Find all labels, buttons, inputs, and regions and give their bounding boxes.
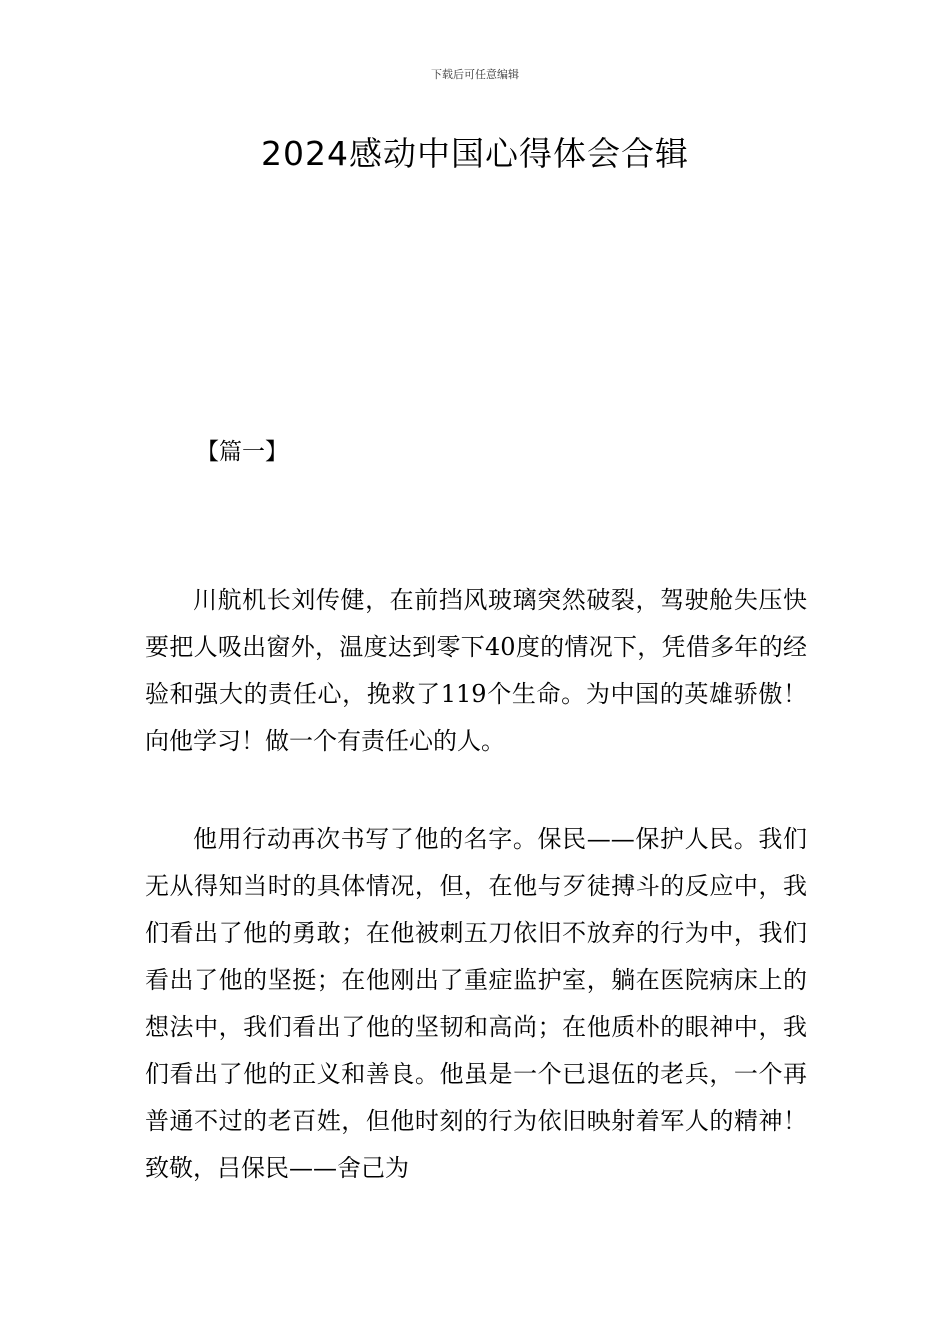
page-header-note: 下载后可任意编辑	[431, 68, 519, 81]
body-paragraph-2: 他用行动再次书写了他的名字。保民——保护人民。我们无从得知当时的具体情况，但，在他与歹徒搏斗的反应中，我们看出了他的勇敢；在他被刺五刀依旧不放弃的行为中，我们看出了他的坚挺；在他刚出了重症监护室，躺在医院病床上的想法中，我们看出了他的坚韧和高尚；在他质朴的眼神中，我们看出了他的正义和善良。他虽是一个已退伍的老兵，一个再普通不过的老百姓，但他时刻的行为依旧映射着军人的精神！致敬，吕保民——舍己为	[145, 825, 807, 1182]
section-heading: 【篇一】	[196, 439, 288, 465]
document-title: 2024感动中国心得体会合辑	[261, 134, 689, 173]
body-paragraph-1: 川航机长刘传健，在前挡风玻璃突然破裂，驾驶舱失压快要把人吸出窗外，温度达到零下40度的情况下，凭借多年的经验和强大的责任心，挽救了119个生命。为中国的英雄骄傲！向他学习！做一个有责任心的人。	[145, 586, 807, 755]
